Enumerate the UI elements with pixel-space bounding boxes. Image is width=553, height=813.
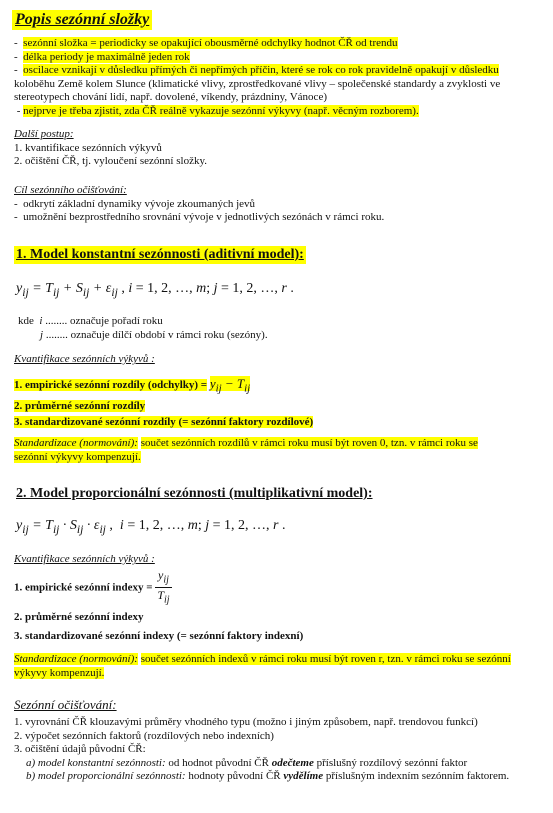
intro-list [14, 37, 543, 118]
list-item: 3. očištění údajů původní ČŘ: [14, 743, 146, 755]
list-item: 2. průměrné sezónní rozdíly [14, 399, 146, 412]
list-item: 3. standardizované sezónní rozdíly (= sezónní faktory rozdílové) [14, 415, 314, 428]
model1-quant [14, 353, 543, 367]
model1-index-desc: kde i ........ označuje pořadí roku j ........ označuje dílčí období v rámci roku (sezóny). [18, 315, 268, 341]
model2-quant-list [14, 568, 543, 646]
model1-standardization: Standardizace (normování): součet sezónních rozdílů v rámci roku musí být roven 0, tzn. v rámci roku se sezónní výkyvy kompenzují. [14, 437, 478, 463]
list-item: - odkrytí základní dynamiky vývoje zkoumaných jevů [14, 197, 256, 210]
list-item: 2. průměrné sezónní indexy [14, 610, 144, 623]
page-title: Popis sezónní složky [12, 10, 152, 30]
list-item-cont: stereotypech chování lidí, např. dovolené, víkendy, prázdniny, Vánoce) [14, 91, 327, 103]
model2-heading: 2. Model proporcionální sezónnosti (multiplikativní model): [16, 486, 373, 501]
quant-heading: Kvantifikace sezónních výkyvů : [14, 353, 155, 365]
model2-quant [14, 553, 543, 567]
list-item: 3. standardizované sezónní indexy (= sezónní faktory indexní) [14, 629, 304, 642]
model2-equation: $y_{ij} = T_{ij} \cdot S_{ij} \cdot \varepsilon_{ij}$ , i = 1, 2, …, m; j = 1, 2, …, r . [16, 518, 286, 536]
list-item: 1. empirické sezónní rozdíly (odchylky) = $y_{ij} - T_{ij}$ [14, 376, 251, 395]
list-item: 1. empirické sezónní indexy = $\frac{y_{ij}}{T_{ij}}$ [14, 568, 170, 606]
list-item: - oscilace vznikají v důsledku přímých či nepřímých příčin, které se rok co rok pravidelně opakují v důsledku [14, 64, 499, 76]
model2-standardization: Standardizace (normování): součet sezónních indexů v rámci roku musí být roven r, tzn. v rámci roku se sezónní výkyvy kompenzují. [14, 653, 511, 679]
list-item: 1. kvantifikace sezónních výkyvů [14, 141, 162, 154]
cleaning-list [14, 716, 543, 784]
model1-heading: 1. Model konstantní sezónnosti (aditivní model): [16, 247, 304, 262]
goal-section [14, 184, 543, 225]
next-steps-heading: Další postup: [14, 128, 74, 140]
list-item: - nejprve je třeba zjistit, zda ČŘ reálně vykazuje sezónní výkyvy (např. věcným rozborem). [14, 104, 419, 117]
list-item: - délka periody je maximálně jeden rok [14, 50, 190, 63]
goal-heading: Cíl sezónního očišťování: [14, 184, 127, 196]
model1-quant-list [14, 375, 543, 430]
list-item: - sezónní složka = periodicky se opakující obousměrné odchylky hodnot ČŘ od trendu [14, 37, 398, 49]
list-subitem: b) model proporcionální sezónnosti: hodnoty původní ČŘ vydělíme příslušným indexním sezónním faktorem. [26, 770, 510, 782]
list-item-cont: koloběhu Země kolem Slunce (klimatické vlivy, zprostředkované vlivy – společenské standardy a zvyklosti ve [14, 77, 501, 90]
next-steps [14, 128, 543, 169]
model1-equation: $y_{ij} = T_{ij} + S_{ij} + \varepsilon_{ij}$ , i = 1, 2, …, m; j = 1, 2, …, r . [16, 281, 294, 299]
list-subitem: a) model konstantní sezónnosti: od hodnot původní ČŘ odečteme příslušný rozdílový sezónní faktor [26, 756, 468, 769]
list-item: - umožnění bezprostředního srovnání vývoje v jednotlivých sezónách v rámci roku. [14, 211, 385, 223]
quant-heading: Kvantifikace sezónních výkyvů : [14, 553, 155, 565]
cleaning-heading: Sezónní očišťování: [14, 697, 117, 712]
list-item: 2. očištění ČŘ, tj. vyloučení sezónní složky. [14, 155, 207, 167]
list-item: 2. výpočet sezónních faktorů (rozdílových nebo indexních) [14, 729, 274, 742]
list-item: 1. vyrovnání ČŘ klouzavými průměry vhodného typu (možno i jiným způsobem, např. trendovou funkcí) [14, 716, 478, 728]
